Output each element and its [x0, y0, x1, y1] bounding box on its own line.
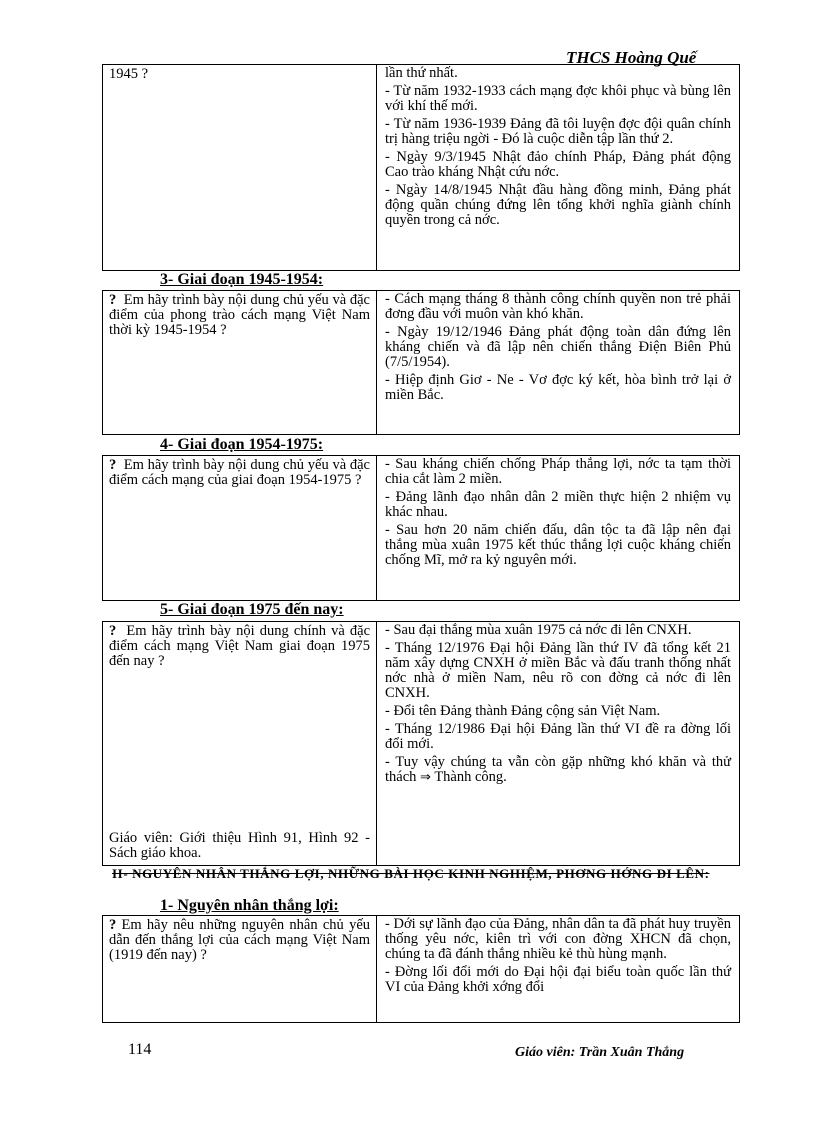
teacher-signature: Giáo viên: Trần Xuân Thắng: [515, 1045, 685, 1060]
answer-line: - Sau kháng chiến chống Pháp thắng lợi, nớc ta tạm thời chia cắt làm 2 miền.: [385, 456, 731, 487]
question-text: 1945 ?: [109, 66, 149, 82]
answer-line: - Sau hơn 20 năm chiến đấu, dân tộc ta đã lập nên đại thắng mùa xuân 1975 kết thúc thắng lợi cuộc kháng chiến chống Mĩ, mở ra kỷ nguyên mới.: [385, 522, 731, 568]
answer-cell: [377, 65, 739, 270]
school-name: THCS Hoàng Quế: [566, 48, 697, 67]
section-ii-1-heading: 1- Nguyên nhân thắng lợi:: [160, 897, 339, 914]
question-cell: [103, 916, 377, 1022]
section-3-heading: 3- Giai đoạn 1945-1954:: [160, 271, 324, 288]
section-ii-heading: II- NGUYÊN NHÂN THẮNG LỢI, NHỮNG BÀI HỌC KINH NGHIỆM, PHƠNG HỚNG ĐI LÊN:: [112, 866, 710, 881]
table-1975-now: [102, 621, 740, 866]
question-cell: [103, 65, 377, 270]
question-text: Em hãy trình bày nội dung chủ yếu và đặc điểm cách mạng của giai đoạn 1954-1975 ?: [109, 457, 370, 488]
question-text: Em hãy trình bày nội dung chủ yếu và đặc điểm của phong trào cách mạng Việt Nam thời kỳ 1945-1954 ?: [109, 292, 370, 338]
answer-line: - Dới sự lãnh đạo của Đảng, nhân dân ta đã phát huy truyền thống yêu nớc, kiên trì với con đờng XHCN đã chọn, chúng ta đã đánh thắng nhiều kẻ thù hùng mạnh.: [385, 916, 731, 962]
double-arrow-right-icon: ⇒: [420, 770, 431, 785]
page-number: 114: [128, 1041, 152, 1058]
question-cell: [103, 622, 377, 865]
question-mark-icon: ?: [109, 292, 117, 308]
answer-line: - Đờng lối đổi mới do Đại hội đại biểu toàn quốc lần thứ VI của Đảng khởi xớng đổi: [385, 964, 731, 995]
answer-line: - Hiệp định Giơ - Ne - Vơ đợc ký kết, hòa bình trở lại ở miền Bắc.: [385, 372, 731, 403]
section-5-heading: 5- Giai đoạn 1975 đến nay:: [160, 601, 344, 618]
answer-line: - Tháng 12/1976 Đại hội Đảng lần thứ IV đã tổng kết 21 năm xây dựng CNXH ở miền Bắc và đấu tranh thống nhất nớc nhà ở miền Nam, nêu rõ con đờng cả nớc đi lên CNXH.: [385, 640, 731, 701]
answer-cell: [377, 622, 739, 865]
answer-line: - Tháng 12/1986 Đại hội Đảng lần thứ VI đề ra đờng lối đổi mới.: [385, 721, 731, 752]
section-4-heading: 4- Giai đoạn 1954-1975:: [160, 436, 324, 453]
question-text: Em hãy nêu những nguyên nhân chủ yếu dẫn đến thắng lợi của cách mạng Việt Nam (1919 đến nay) ?: [109, 917, 371, 963]
question-mark-icon: ?: [109, 457, 117, 473]
table-1954-1975: [102, 455, 740, 601]
answer-text: - Tuy vậy chúng ta vẫn còn gặp những khó khăn và thử thách: [385, 754, 731, 785]
answer-line: lần thứ nhất.: [385, 65, 458, 81]
answer-cell: [377, 456, 739, 600]
table-reasons: [102, 915, 740, 1023]
answer-line: - Từ năm 1932-1933 cách mạng đợc khôi phục và bùng lên với khí thế mới.: [385, 83, 731, 114]
answer-line: - Sau đại thắng mùa xuân 1975 cả nớc đi lên CNXH.: [385, 622, 692, 638]
question-mark-icon: ?: [109, 623, 117, 639]
question-mark-icon: ?: [109, 917, 117, 933]
question-cell: [103, 456, 377, 600]
answer-cell: [377, 291, 739, 434]
answer-text: Thành công.: [434, 769, 507, 785]
answer-line: - Đảng lãnh đạo nhân dân 2 miền thực hiện 2 nhiệm vụ khác nhau.: [385, 489, 731, 520]
answer-line: - Cách mạng tháng 8 thành công chính quyền non trẻ phải đơng đầu với muôn vàn khó khăn.: [385, 291, 731, 322]
teacher-note: Giáo viên: Giới thiệu Hình 91, Hình 92 - Sách giáo khoa.: [109, 830, 370, 861]
answer-line: - Ngày 19/12/1946 Đảng phát động toàn dân đứng lên kháng chiến và đã lập nên chiến thắng Điện Biên Phủ (7/5/1954).: [385, 324, 731, 370]
question-text: Em hãy trình bày nội dung chính và đặc điểm cách mạng Việt Nam giai đoạn 1975 đến nay ?: [109, 623, 371, 669]
answer-line: - Từ năm 1936-1939 Đảng đã tôi luyện đợc đội quân chính trị hàng triệu ngời - Đó là cuộc diễn tập lần thứ 2.: [385, 116, 731, 147]
answer-cell: [377, 916, 739, 1022]
answer-line: - Ngày 14/8/1945 Nhật đầu hàng đồng minh, Đảng phát động quần chúng đứng lên tổng khởi nghĩa giành chính quyền trong cả nớc.: [385, 182, 731, 228]
table-1945-1954: [102, 290, 740, 435]
table-1945: [102, 64, 740, 271]
answer-line: - Ngày 9/3/1945 Nhật đảo chính Pháp, Đảng phát động Cao trào kháng Nhật cứu nớc.: [385, 149, 731, 180]
answer-line: [385, 755, 731, 785]
answer-line: - Đổi tên Đảng thành Đảng cộng sản Việt Nam.: [385, 703, 661, 719]
question-cell: [103, 291, 377, 434]
